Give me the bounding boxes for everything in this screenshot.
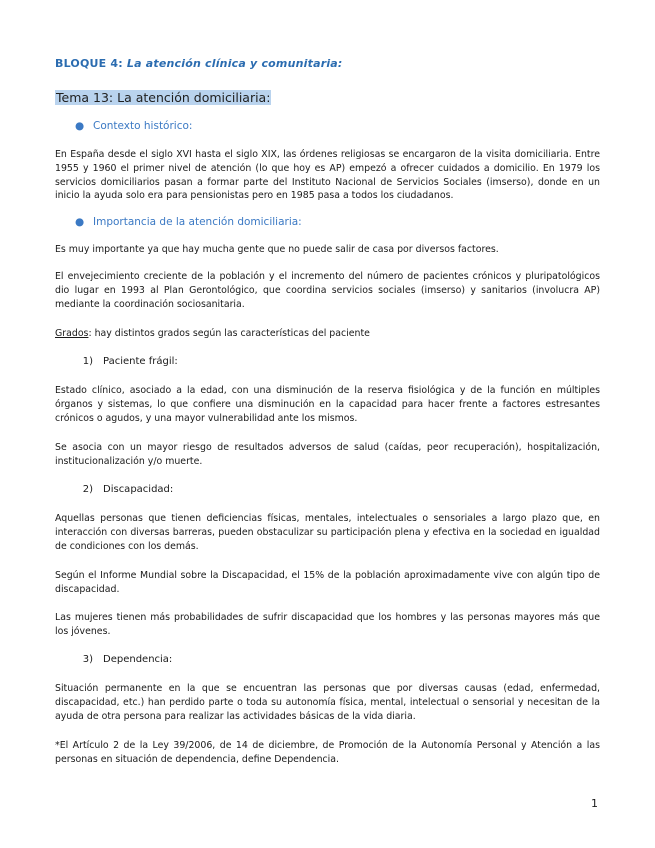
paragraph-disability-women: Las mujeres tienen más probabilidades de sufrir discapacidad que los hombres y las personas mayores más que los jóvenes.: [55, 612, 600, 637]
bullet-icon: ●: [75, 216, 85, 228]
grados-label: Grados: [55, 328, 89, 339]
item-number: 3): [82, 654, 93, 665]
section-label: Contexto histórico:: [93, 120, 193, 132]
topic-title: Tema 13: La atención domiciliaria:: [56, 90, 271, 105]
bullet-icon: ●: [75, 120, 85, 132]
paragraph-fragile-definition: Estado clínico, asociado a la edad, con una disminución de la reserva fisiológica y de la función en múltiples órganos y sistemas, lo que confiere una disminución en la capacidad para hacer frente a factores estresantes crónicos o agudos, y una mayor vulnerabilidad ante los mismos.: [55, 385, 600, 424]
paragraph-disability-definition: Aquellas personas que tienen deficiencias físicas, mentales, intelectuales o sensoriales a largo plazo que, en interacción con diversas barreras, pueden obstaculizar su participación plena y efectiva en la sociedad en igualdad de condiciones con los demás.: [55, 513, 600, 552]
grados-text: : hay distintos grados según las características del paciente: [88, 328, 370, 339]
item-label: Discapacidad:: [103, 484, 174, 495]
block-title-text: La atención clínica y comunitaria:: [126, 57, 343, 70]
paragraph-disability-report: Según el Informe Mundial sobre la Discapacidad, el 15% de la población aproximadamente vive con algún tipo de discapacidad.: [55, 570, 600, 595]
section-heading-importance: [75, 216, 302, 228]
paragraph-history: En España desde el siglo XVI hasta el siglo XIX, las órdenes religiosas se encargaron de la visita domiciliaria. Entre 1955 y 1960 el primer nivel de atención (lo que hoy es AP) empezó a ofrecer cuidados a domicilio. En 1979 los servicios domiciliarios pasan a formar parte del Instituto Nacional de Servicios Sociales (imserso), donde en un inicio la ayuda solo era para pensionistas pero en 1985 pasa a todos los ciudadanos.: [55, 149, 600, 202]
item-disability: [75, 484, 173, 495]
item-fragile-patient: [75, 356, 178, 367]
paragraph-law-note: *El Artículo 2 de la Ley 39/2006, de 14 de diciembre, de Promoción de la Autonomía Personal y Atención a las personas en situación de dependencia, define Dependencia.: [55, 740, 600, 765]
paragraph-aging: El envejecimiento creciente de la población y el incremento del número de pacientes crónicos y pluripatológicos dio lugar en 1993 al Plan Gerontológico, que coordina servicios sociales (imserso) y sanitarios (involucra AP) mediante la coordinación sociosanitaria.: [55, 271, 600, 310]
item-number: 1): [82, 356, 93, 367]
section-heading-context: [75, 120, 192, 132]
paragraph-grados: [55, 327, 600, 341]
paragraph-fragile-risk: Se asocia con un mayor riesgo de resultados adversos de salud (caídas, peor recuperación), hospitalización, institucionalización y/o muerte.: [55, 442, 600, 467]
paragraph-dependency-definition: Situación permanente en la que se encuentran las personas que por diversas causas (edad, enfermedad, discapacidad, etc.) han perdido parte o toda su autonomía física, mental, intelectual o sensorial y necesitan de la ayuda de otra persona para realizar las actividades básicas de la vida diaria.: [55, 683, 600, 722]
section-label: Importancia de la atención domiciliaria:: [93, 216, 302, 228]
item-dependency: [75, 654, 172, 665]
block-title: [55, 57, 343, 70]
block-title-prefix: BLOQUE 4:: [55, 57, 123, 70]
item-label: Paciente frágil:: [103, 356, 178, 367]
item-label: Dependencia:: [103, 654, 173, 665]
item-number: 2): [82, 484, 93, 495]
paragraph-importance: Es muy importante ya que hay mucha gente que no puede salir de casa por diversos factores.: [55, 244, 499, 255]
page-number: 1: [591, 797, 598, 810]
